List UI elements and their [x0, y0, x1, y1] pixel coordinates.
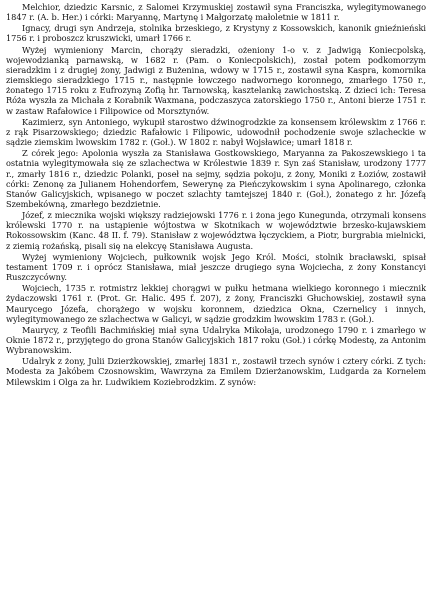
paragraph-wojciech-pulkownik: Wyżej wymieniony Wojciech, pułkownik wojsk Jego Król. Mości, stolnik bracławski, spisał testament 1709 r. i oprócz Stanisława, miał jeszcze drugiego syna Wojciecha, z żony Konstancyi Ruszczycówny. — [6, 251, 426, 283]
paragraph-jozef: Józef, z miecznika wojski większy radziejowski 1776 r. i żona jego Kunegunda, otrzymali konsens królewski 1770 r. na ustąpienie wójtostwa w Skotnikach w województwie brzesko-kujawskiem Rokossowskim (Kanc. 48 II. f. 79). Stanisław z województwa łęczyckiem, a Piotr, burgrabia mielnicki, z ziemią rożańską, pisali się na elekcyę Stanisława Augusta. — [6, 210, 426, 251]
paragraph-maurycy: Maurycy, z Teofili Bachmińskiej miał syna Udalryka Mikołaja, urodzonego 1790 r. i zmarłego w Oknie 1872 r., przyjętego do grona Stanów Galicyjskich 1817 roku (Goł.) i córkę Modestę, za Antonim Wybranowskim. — [6, 324, 426, 356]
paragraph-udalryk: Udalryk z żony, Julii Dzierżkowskiej, zmarłej 1831 r., zostawił trzech synów i cztery córki. Z tych: Modesta za Jakóbem Czosnowskim, Wawrzyna za Emilem Dzierżanowskim, Ludgarda za Kornelem Milewskim i Olga za hr. Ludwikiem Koziebrodzkim. Z synów: — [6, 356, 426, 387]
paragraph-kazimierz: Kazimierz, syn Antoniego, wykupił starostwo dźwinogrodzkie za konsensem królewskim z 1766 r. z rąk Pisarzowskiego; dziedzic Rafałowic i Filipowic, udowodnił pochodzenie swoje szlacheckie w sądzie ziemskim lwowskim 1782 r. (Goł.). W 1802 r. nabył Wojsławice; umarł 1818 r. — [6, 116, 426, 148]
paragraph-melchior: Melchior, dziedzic Karsnic, z Salomei Krzymuskiej zostawił syna Franciszka, wylegitymowanego 1847 r. (A. b. Her.) i córki: Maryannę, Martynę i Małgorzatę małoletnie w 1811 r. — [6, 2, 426, 23]
paragraph-ignacy: Ignacy, drugi syn Andrzeja, stolnika brzeskiego, z Krystyny z Kossowskich, kanonik gnieźnieński 1756 r. i proboszcz kruszwicki, umarł 1766 r. — [6, 23, 426, 44]
paragraph-marcin: Wyżej wymieniony Marcin, chorąży sieradzki, ożeniony 1-o v. z Jadwigą Koniecpolską, wojewodzianką parnawską, w 1682 r. (Pam. o Koniecpolskich), został potem podkomorzym sieradzkim i z drugiej żony, Jadwigi z Bużenina, wdowy w 1715 r., zostawił syna Kaspra, komornika ziemskiego sieradzkiego 1715 r., następnie łowczego nadwornego koronnego, zmarłego 1750 r., żonatego 1715 roku z Eufrozyną Zofią hr. Tarnowską, kasztelanką zawichostską. Z dzieci ich: Teresa Róża wyszła za Michała z Korabnik Waxmana, podczaszyca zatorskiego 1750 r., Antoni bierze 1751 r. w zastaw Rafałowice i Filipowice od Morsztynów. — [6, 44, 426, 116]
paragraph-corki-kazimierza: Z córek jego: Apolonia wyszła za Stanisława Gostkowskiego, Maryanna za Pakoszewskiego i ta ostatnia wylegitymowała się ze szlachectwa w Królestwie 1839 r. Syn zaś Stanisław, urodzony 1777 r., zmarły 1816 r., dziedzic Polanki, poseł na sejmy, sędzia pokoju, z żony, Moniki z Łoziów, zostawił córki: Zenonę za Julianem Hohendorfem, Sewerynę za Pieńczykowskim i syna Apolinarego, członka Stanów Galicyjskich, wpisanego w poczet szlachty tamtejszej 1840 r. (Goł.), żonatego z hr. Józefą Szembekówną, zmarłego bezdzietnie. — [6, 148, 426, 209]
paragraph-wojciech-rotmistrz: Wojciech, 1735 r. rotmistrz lekkiej chorągwi w pułku hetmana wielkiego koronnego i miecznik żydaczowski 1761 r. (Prot. Gr. Halic. 495 f. 207), z żony, Franciszki Głuchowskiej, zostawił syna Maurycego Józefa, chorążego w wojsku koronnem, dziedzica Okna, Czernelicy i innych, wylegitymowanego ze szlachectwa w Galicyi, w sądzie grodzkim lwowskim 1783 r. (Goł.). — [6, 283, 426, 324]
